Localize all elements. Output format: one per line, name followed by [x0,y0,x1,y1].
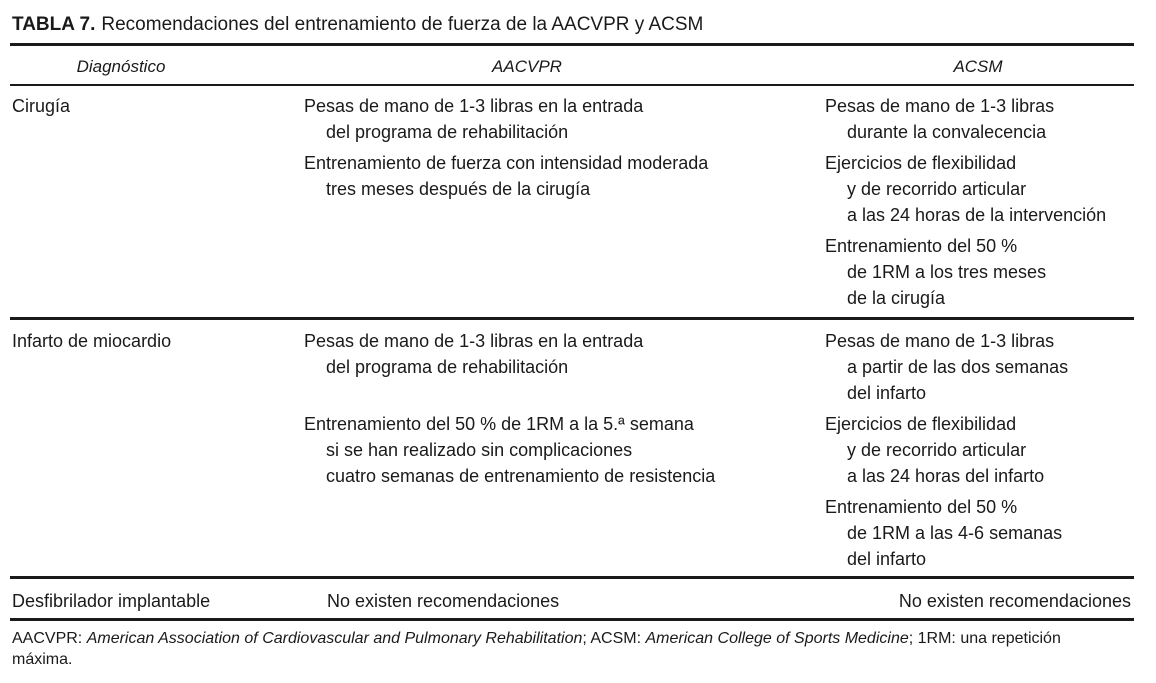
row-infarto-aacvpr [304,328,715,494]
row-desfibrilador-diagnosis: Desfibrilador implantable [12,591,211,611]
recommendation-line: Entrenamiento del 50 % [825,236,1018,256]
recommendation-line: Ejercicios de flexibilidad [825,414,1017,434]
recommendation-line: del infarto [847,549,927,569]
row-cirugia-aacvpr [304,93,708,207]
recommendation-line: Pesas de mano de 1-3 libras en la entrada [304,331,644,351]
recommendation-line: de 1RM a las 4-6 semanas [847,523,1063,543]
top-rule [10,43,1134,46]
recommendation-line: del programa de rehabilitación [326,122,569,142]
footnote-sep: ; [582,630,587,647]
recommendation-line: Entrenamiento de fuerza con intensidad moderada [304,153,709,173]
recommendation-line: de 1RM a los tres meses [847,262,1047,282]
recommendation-line: del infarto [847,383,927,403]
row-rule [10,317,1134,320]
row-cirugia-diagnosis: Cirugía [12,96,71,116]
recommendation [304,411,715,489]
recommendation-line: del programa de rehabilitación [326,357,569,377]
recommendation [825,150,1106,228]
recommendation-line: Pesas de mano de 1-3 libras [825,96,1055,116]
recommendation [825,411,1068,489]
recommendation-line: Pesas de mano de 1-3 libras en la entrada [304,96,644,116]
row-desfibrilador-aacvpr: No existen recomendaciones [327,591,560,611]
recommendation-line: a partir de las dos semanas [847,357,1069,377]
header-acsm: ACSM [953,57,1003,76]
footnote-rm-abbr: 1RM: [917,630,956,647]
recommendation-line: y de recorrido articular [847,440,1027,460]
recommendation-line: y de recorrido articular [847,179,1027,199]
header-diagnostico: Diagnóstico [76,57,166,76]
header-aacvpr: AACVPR [492,57,562,76]
recommendation-line: Entrenamiento del 50 % de 1RM a la 5.ª semana [304,414,694,434]
recommendation-line: a las 24 horas de la intervención [847,205,1107,225]
recommendation [304,150,708,202]
recommendation [825,93,1106,145]
footnote-rm-full: una repetición máxima. [12,630,1061,668]
recommendation-line: si se han realizado sin complicaciones [326,440,633,460]
recommendation-line: a las 24 horas del infarto [847,466,1045,486]
recommendation [825,233,1106,311]
recommendation [304,93,708,145]
recommendation-line: durante la convalecencia [847,122,1047,142]
recommendation-line: Pesas de mano de 1-3 libras [825,331,1055,351]
header-rule [10,84,1134,86]
table-title-label: TABLA 7. [12,14,96,35]
footnote-acsm-abbr: ACSM: [590,630,642,647]
footnote-aacvpr-full: American Association of Cardiovascular and Pulmonary Rehabilitation [86,630,583,647]
recommendation-line: Entrenamiento del 50 % [825,497,1018,517]
table-title [12,14,703,36]
bottom-rule [10,618,1134,621]
row-desfibrilador-acsm: No existen recomendaciones [898,591,1131,611]
recommendation [825,328,1068,406]
row-cirugia-acsm [825,93,1106,316]
row-infarto-diagnosis: Infarto de miocardio [12,331,172,351]
footnote-acsm-full: American College of Sports Medicine [645,630,909,647]
recommendation-line: cuatro semanas de entrenamiento de resistencia [326,466,716,486]
footnote-sep: ; [908,630,914,647]
table-title-text: Recomendaciones del entrenamiento de fuerza de la AACVPR y ACSM [101,14,704,35]
recommendation-line: Ejercicios de flexibilidad [825,153,1017,173]
footnote [12,628,1122,670]
row-rule [10,576,1134,579]
recommendation [825,494,1068,572]
recommendation-line: tres meses después de la cirugía [326,179,591,199]
recommendation-line: de la cirugía [847,288,946,308]
row-infarto-acsm [825,328,1068,577]
footnote-aacvpr-abbr: AACVPR: [12,630,83,647]
recommendation [304,328,715,380]
